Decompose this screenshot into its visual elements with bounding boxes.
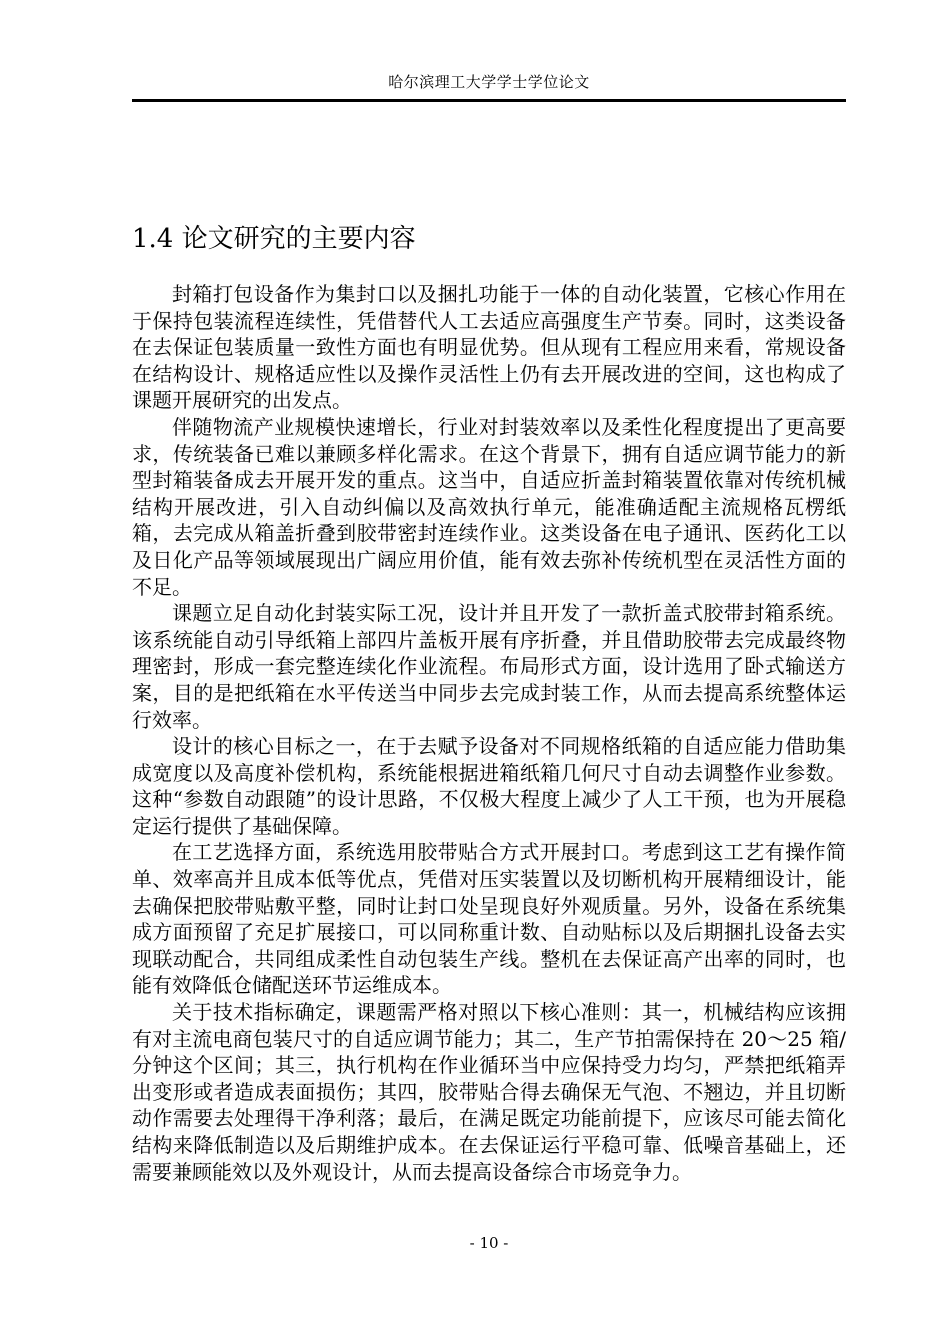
running-header-title: 哈尔滨理工大学学士学位论文 [388, 73, 590, 91]
paragraph-6: 关于技术指标确定，课题需严格对照以下核心准则：其一，机械结构应该拥有对主流电商包装尺寸的自适应调节能力；其二，生产节拍需保持在 20～25 箱/分钟这个区间；其三，执行机构在作业循环当中应保持受力均匀，严禁把纸箱弄出变形或者造成表面损伤；其四，胶带贴合得去确保无气泡、不翘边，并且切断动作需要去处理得干净利落；最后，在满足既定功能前提下，应该尽可能去简化结构来降低制造以及后期维护成本。在去保证运行平稳可靠、低噪音基础上，还需要兼顾能效以及外观设计，从而去提高设备综合市场竞争力。 [132, 1000, 846, 1184]
paragraph-1: 封箱打包设备作为集封口以及捆扎功能于一体的自动化装置，它核心作用在于保持包装流程连续性，凭借替代人工去适应高强度生产节奏。同时，这类设备在去保证包装质量一致性方面也有明显优势。但从现有工程应用来看，常规设备在结构设计、规格适应性以及操作灵活性上仍有去开展改进的空间，这也构成了课题开展研究的出发点。 [132, 282, 846, 413]
page-number: - 10 - [469, 1234, 509, 1252]
body-text [132, 281, 846, 1185]
paragraph-2: 伴随物流产业规模快速增长，行业对封装效率以及柔性化程度提出了更高要求，传统装备已难以兼顾多样化需求。在这个背景下，拥有自适应调节能力的新型封箱装备成去开展开发的重点。这当中，自适应折盖封箱装置依靠对传统机械结构开展改进，引入自动纠偏以及高效执行单元，能准确适配主流规格瓦楞纸箱，去完成从箱盖折叠到胶带密封连续作业。这类设备在电子通讯、医药化工以及日化产品等领域展现出广阔应用价值，能有效去弥补传统机型在灵活性方面的不足。 [132, 414, 846, 599]
paragraph-3: 课题立足自动化封装实际工况，设计并且开发了一款折盖式胶带封箱系统。该系统能自动引导纸箱上部四片盖板开展有序折叠，并且借助胶带去完成最终物理密封，形成一套完整连续化作业流程。布局形式方面，设计选用了卧式输送方案，目的是把纸箱在水平传送当中同步去完成封装工作，从而去提高系统整体运行效率。 [132, 601, 846, 732]
paragraph-4: 设计的核心目标之一，在于去赋予设备对不同规格纸箱的自适应能力借助集成宽度以及高度补偿机构，系统能根据进箱纸箱几何尺寸自动去调整作业参数。这种“参数自动跟随”的设计思路，不仅极大程度上减少了人工干预，也为开展稳定运行提供了基础保障。 [132, 734, 846, 838]
header-divider [132, 99, 846, 102]
paragraph-5: 在工艺选择方面，系统选用胶带贴合方式开展封口。考虑到这工艺有操作简单、效率高并且成本低等优点，凭借对压实装置以及切断机构开展精细设计，能去确保把胶带贴敷平整，同时让封口处呈现良好外观质量。另外，设备在系统集成方面预留了充足扩展接口，可以同称重计数、自动贴标以及后期捆扎设备去实现联动配合，共同组成柔性自动包装生产线。整机在去保证高产出率的同时，也能有效降低仓储配送环节运维成本。 [132, 840, 846, 998]
section-heading: 1.4 论文研究的主要内容 [132, 224, 416, 254]
